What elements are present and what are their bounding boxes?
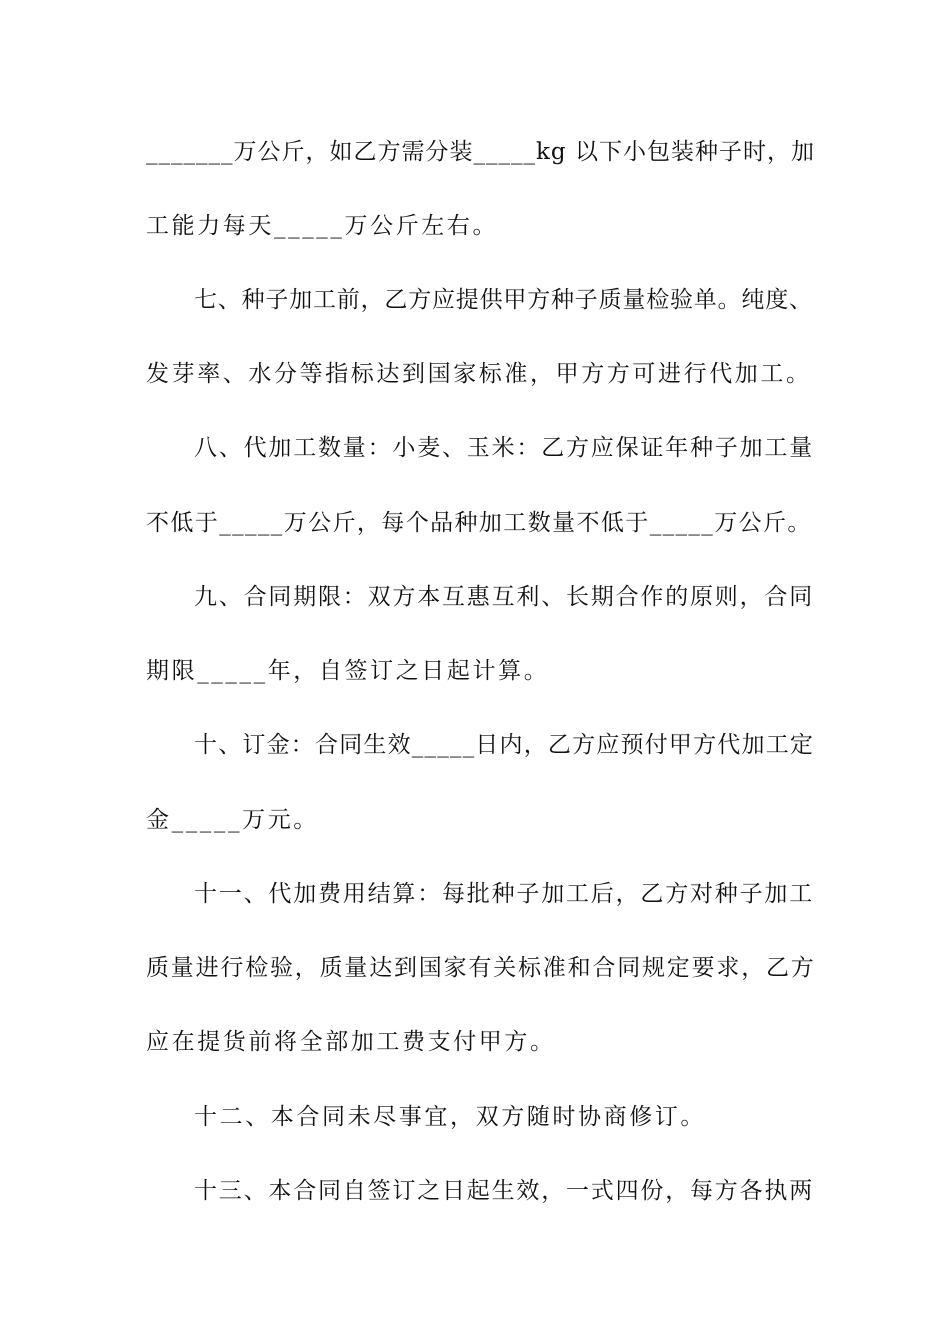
text-line-1: _______万公斤，如乙方需分装_____kg 以下小包装种子时，加 [146,139,815,165]
clause-13-line-1: 十三、本合同自签订之日起生效，一式四份，每方各执两 [194,1178,814,1204]
clause-8-line-2: 不低于_____万公斤，每个品种加工数量不低于_____万公斤。 [146,510,812,536]
clause-11-line-1: 十一、代加费用结算：每批种子加工后，乙方对种子加工 [194,881,814,907]
clause-9-line-2: 期限_____年，自签订之日起计算。 [146,658,550,684]
clause-7-line-1: 七、种子加工前，乙方应提供甲方种子质量检验单。纯度、 [194,287,813,313]
text-line-2: 工能力每天_____万公斤左右。 [146,213,499,239]
clause-8-line-1: 八、代加工数量：小麦、玉米：乙方应保证年种子加工量 [194,435,814,461]
clause-12-line-1: 十二、本合同未尽事宜，双方随时协商修订。 [194,1104,706,1130]
clause-11-line-3: 应在提货前将全部加工费支付甲方。 [146,1029,556,1055]
clause-9-line-1: 九、合同期限：双方本互惠互利、长期合作的原则，合同 [194,584,814,610]
clause-10-line-2: 金_____万元。 [146,807,319,833]
clause-11-line-2: 质量进行检验，质量达到国家有关标准和合同规定要求，乙方 [146,955,816,981]
clause-7-line-2: 发芽率、水分等指标达到国家标准，甲方方可进行代加工。 [146,361,812,387]
clause-10-line-1: 十、订金：合同生效_____日内，乙方应预付甲方代加工定 [194,732,815,758]
